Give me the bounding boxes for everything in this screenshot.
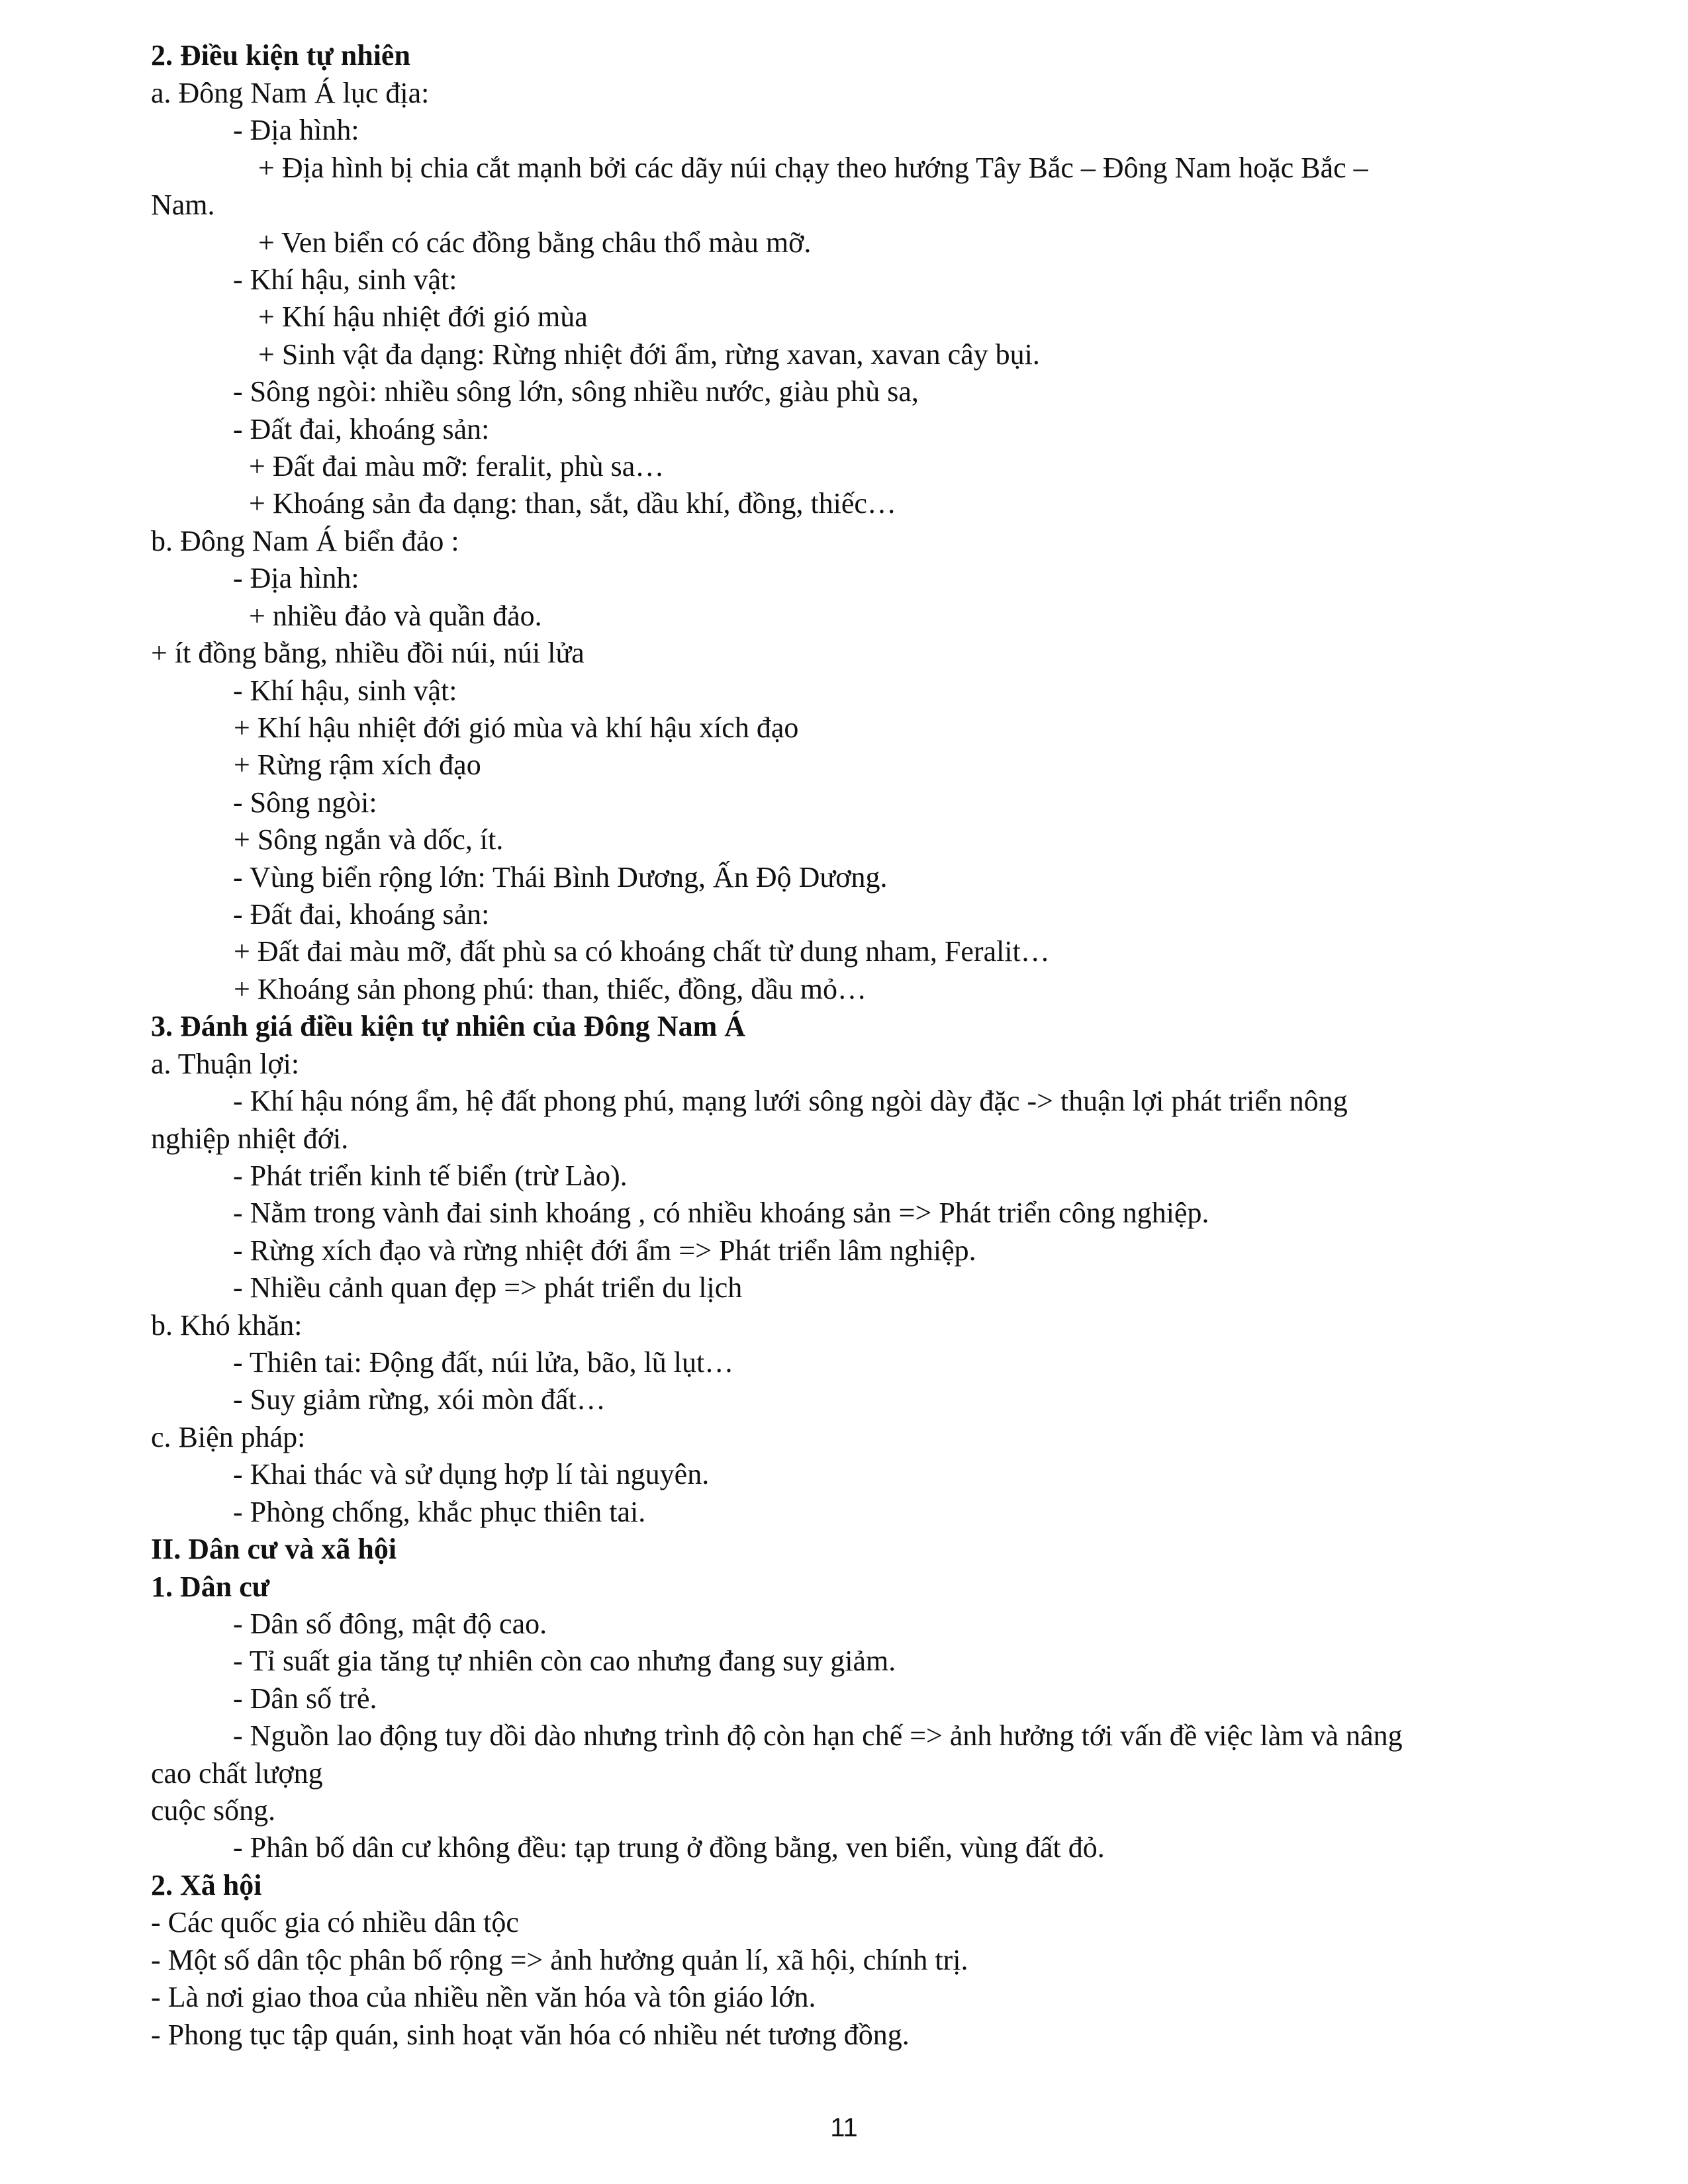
text-line: - Đất đai, khoáng sản: xyxy=(233,413,490,445)
text-line: + Khoáng sản đa dạng: than, sắt, dầu khí, đồng, thiếc… xyxy=(249,487,896,520)
page-number: 11 xyxy=(830,2113,858,2142)
text-line: - Đất đai, khoáng sản: xyxy=(233,898,490,931)
text-line: - Thiên tai: Động đất, núi lửa, bão, lũ lụt… xyxy=(233,1346,734,1379)
text-line: - Khí hậu nóng ẩm, hệ đất phong phú, mạng lưới sông ngòi dày đặc -> thuận lợi phát triển nông xyxy=(233,1085,1348,1117)
text-line: + Đất đai màu mỡ, đất phù sa có khoáng chất từ dung nham, Feralit… xyxy=(234,935,1050,968)
subheading-khokhan: b. Khó khăn: xyxy=(151,1309,303,1342)
text-line: + Sinh vật đa dạng: Rừng nhiệt đới ẩm, rừng xavan, xavan cây bụi. xyxy=(258,338,1040,371)
text-line: - Tỉ suất gia tăng tự nhiên còn cao nhưng đang suy giảm. xyxy=(233,1645,896,1677)
text-line: + Khoáng sản phong phú: than, thiếc, đồng, dầu mỏ… xyxy=(234,973,867,1005)
text-line: - Các quốc gia có nhiều dân tộc xyxy=(151,1906,519,1938)
text-line: + Địa hình bị chia cắt mạnh bởi các dãy núi chạy theo hướng Tây Bắc – Đông Nam hoặc Bắc – xyxy=(258,152,1368,184)
text-line: - Khí hậu, sinh vật: xyxy=(233,263,457,296)
text-line: - Sông ngòi: xyxy=(233,786,377,819)
text-line: - Nằm trong vành đai sinh khoáng , có nhiều khoáng sản => Phát triển công nghiệp. xyxy=(233,1197,1209,1229)
text-line: - Là nơi giao thoa của nhiều nền văn hóa và tôn giáo lớn. xyxy=(151,1981,816,2013)
text-line: cuộc sống. xyxy=(151,1794,276,1827)
text-line: + Rừng rậm xích đạo xyxy=(234,749,481,781)
text-line: + ít đồng bằng, nhiều đồi núi, núi lửa xyxy=(151,637,585,669)
text-line: - Rừng xích đạo và rừng nhiệt đới ẩm => Phát triển lâm nghiệp. xyxy=(233,1234,976,1267)
text-line: - Địa hình: xyxy=(233,562,359,594)
heading-xa-hoi: 2. Xã hội xyxy=(151,1869,262,1901)
text-line: + Khí hậu nhiệt đới gió mùa và khí hậu xích đạo xyxy=(234,711,799,744)
heading-dan-cu: 1. Dân cư xyxy=(151,1570,270,1603)
text-line: - Phong tục tập quán, sinh hoạt văn hóa có nhiều nét tương đồng. xyxy=(151,2019,910,2051)
text-line: + Đất đai màu mỡ: feralit, phù sa… xyxy=(249,450,665,482)
text-line: - Địa hình: xyxy=(233,114,359,146)
text-line: + Ven biển có các đồng bằng châu thổ màu mỡ. xyxy=(258,226,812,259)
text-line: + nhiều đảo và quần đảo. xyxy=(249,600,542,632)
text-line: - Phòng chống, khắc phục thiên tai. xyxy=(233,1496,646,1528)
text-line: + Sông ngắn và dốc, ít. xyxy=(234,823,504,856)
text-line: - Sông ngòi: nhiều sông lớn, sông nhiều nước, giàu phù sa, xyxy=(233,375,919,408)
text-line: - Khai thác và sử dụng hợp lí tài nguyên. xyxy=(233,1458,710,1490)
heading-dan-cu-xa-hoi: II. Dân cư và xã hội xyxy=(151,1533,397,1565)
subheading-bienphap: c. Biện pháp: xyxy=(151,1421,306,1453)
heading-dieu-kien-tu-nhien: 2. Điều kiện tự nhiên xyxy=(151,39,410,71)
text-line: Nam. xyxy=(151,189,215,221)
subheading-thuanloi: a. Thuận lợi: xyxy=(151,1048,300,1080)
text-line: - Phân bố dân cư không đều: tạp trung ở đồng bằng, ven biển, vùng đất đỏ. xyxy=(233,1831,1105,1864)
subheading-lucdia: a. Đông Nam Á lục địa: xyxy=(151,77,430,109)
text-line: nghiệp nhiệt đới. xyxy=(151,1122,349,1155)
text-line: - Phát triển kinh tế biển (trừ Lào). xyxy=(233,1160,628,1192)
text-line: - Một số dân tộc phân bố rộng => ảnh hưởng quản lí, xã hội, chính trị. xyxy=(151,1944,968,1976)
text-line: - Suy giảm rừng, xói mòn đất… xyxy=(233,1383,606,1416)
text-line: - Khí hậu, sinh vật: xyxy=(233,674,457,707)
heading-danh-gia: 3. Đánh giá điều kiện tự nhiên của Đông Nam Á xyxy=(151,1010,746,1042)
text-line: - Dân số trẻ. xyxy=(233,1682,377,1715)
text-line: - Vùng biển rộng lớn: Thái Bình Dương, Ấn Độ Dương. xyxy=(233,861,888,893)
text-line: + Khí hậu nhiệt đới gió mùa xyxy=(258,300,588,333)
text-line: - Nguồn lao động tuy dồi dào nhưng trình độ còn hạn chế => ảnh hưởng tới vấn đề việc làm và nâng xyxy=(233,1719,1403,1752)
subheading-biendao: b. Đông Nam Á biển đảo : xyxy=(151,525,459,557)
text-line: - Dân số đông, mật độ cao. xyxy=(233,1608,547,1640)
text-line: - Nhiều cảnh quan đẹp => phát triển du lịch xyxy=(233,1271,743,1304)
text-line: cao chất lượng xyxy=(151,1757,323,1790)
